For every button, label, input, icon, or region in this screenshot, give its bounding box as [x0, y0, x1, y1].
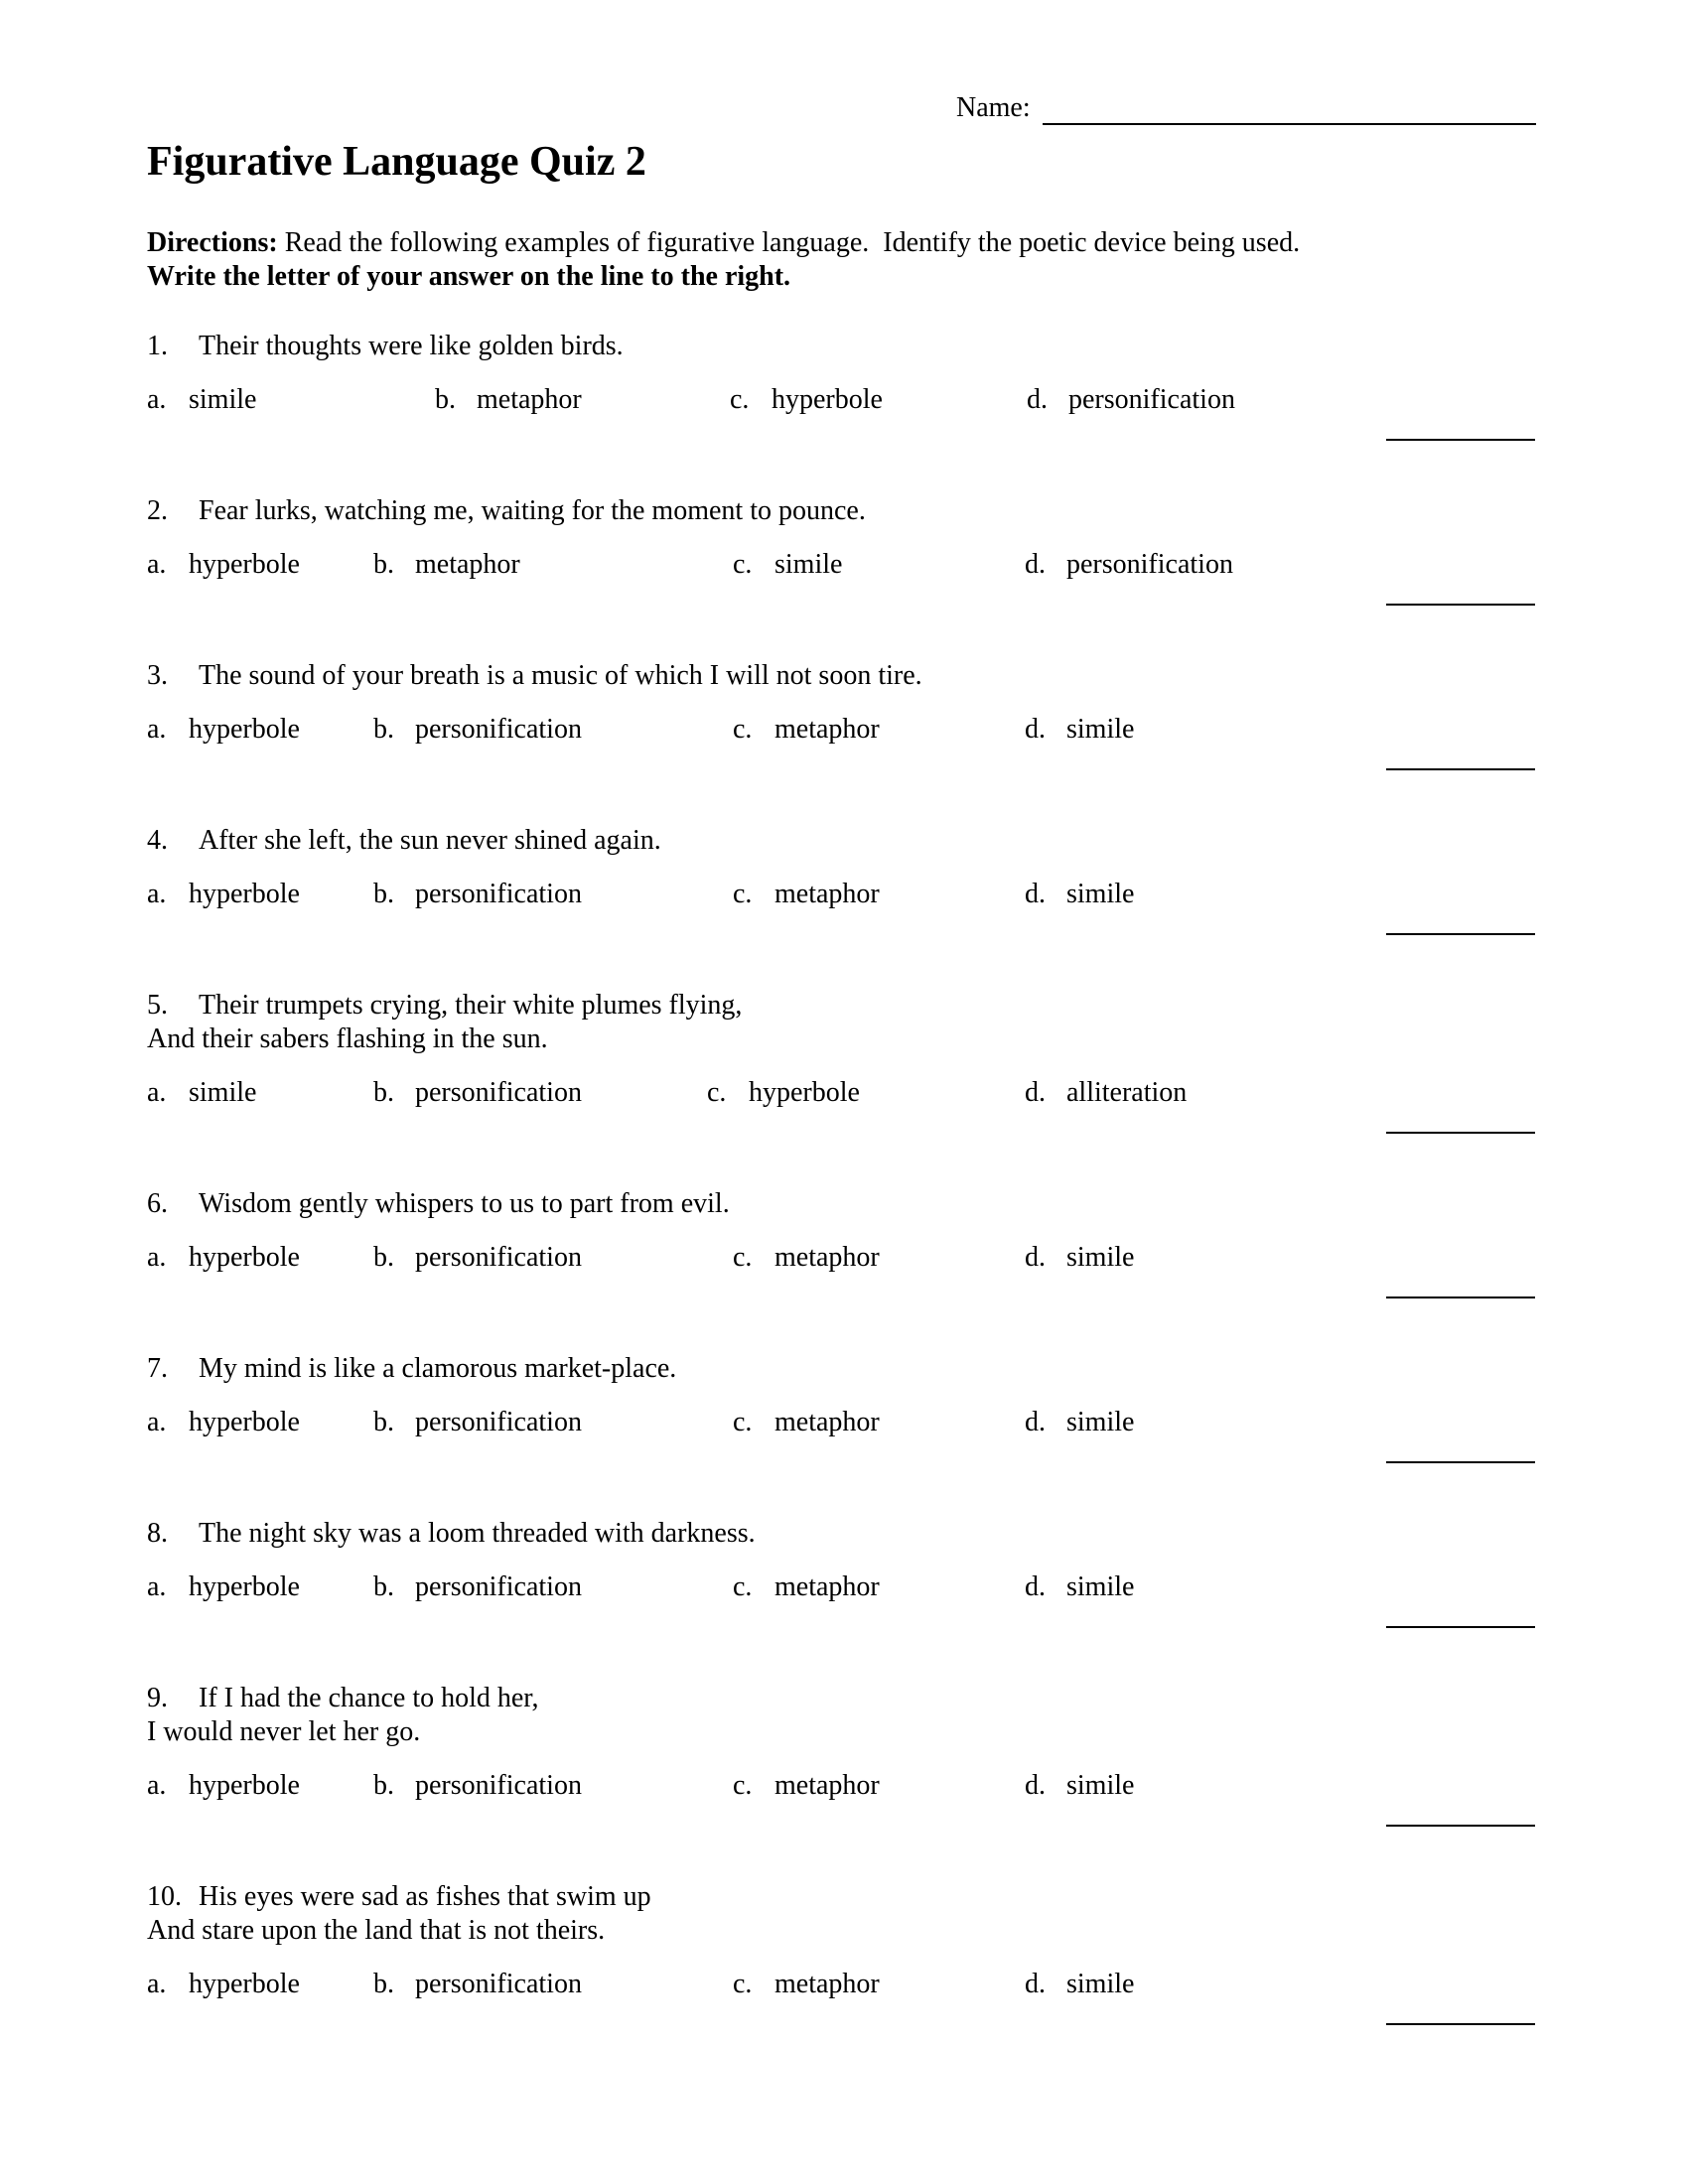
question-stem [147, 494, 1537, 528]
option-text: personification [415, 1242, 582, 1273]
option-text: personification [415, 1407, 582, 1437]
answer-option [1025, 548, 1537, 582]
answer-blank-line[interactable] [1386, 439, 1535, 441]
question-stem-line [147, 1914, 1537, 1948]
answer-blank-line[interactable] [1386, 1297, 1535, 1298]
question-options-row [147, 1570, 1537, 1604]
option-letter: c. [733, 714, 753, 745]
question-stem [147, 1352, 1537, 1386]
answer-option [147, 1570, 373, 1604]
option-letter: a. [147, 1571, 167, 1602]
option-letter: d. [1025, 1242, 1046, 1273]
answer-option [373, 713, 733, 747]
question-stem [147, 1517, 1537, 1551]
answer-blank-line[interactable] [1386, 1825, 1535, 1827]
option-text: personification [1068, 384, 1235, 415]
answer-option [733, 1406, 1025, 1439]
answer-option [730, 383, 1027, 417]
question-stem-line [147, 494, 1537, 528]
option-letter: a. [147, 384, 167, 415]
question-stem-text: If I had the chance to hold her, [199, 1683, 539, 1713]
answer-option [147, 383, 435, 417]
option-text: simile [189, 1077, 257, 1108]
questions [147, 330, 1537, 2001]
question-number: 6. [147, 1188, 168, 1219]
answer-option [435, 383, 730, 417]
question-number: 9. [147, 1683, 168, 1713]
answer-option [1027, 383, 1537, 417]
question-block [147, 824, 1537, 911]
question-stem [147, 330, 1537, 363]
answer-option [147, 713, 373, 747]
option-text: hyperbole [772, 384, 883, 415]
option-letter: b. [373, 1571, 394, 1602]
question-block [147, 330, 1537, 417]
question-number: 10. [147, 1881, 182, 1912]
question-stem-text: And their sabers flashing in the sun. [147, 1024, 548, 1054]
option-text: simile [1066, 1571, 1135, 1602]
option-letter: a. [147, 1770, 167, 1801]
option-letter: d. [1025, 1407, 1046, 1437]
answer-blank-line[interactable] [1386, 1626, 1535, 1628]
question-block [147, 1352, 1537, 1439]
question-stem-line [147, 1023, 1537, 1056]
answer-blank-line[interactable] [1386, 1461, 1535, 1463]
option-text: simile [1066, 1770, 1135, 1801]
answer-option [147, 878, 373, 911]
answer-option [733, 878, 1025, 911]
option-text: personification [1066, 549, 1233, 580]
option-letter: a. [147, 549, 167, 580]
answer-option [733, 1968, 1025, 2001]
answer-blank-line[interactable] [1386, 2023, 1535, 2025]
question-options-row [147, 878, 1537, 911]
question-stem [147, 659, 1537, 693]
question-options-row [147, 1769, 1537, 1803]
question-block [147, 659, 1537, 747]
option-text: simile [1066, 1969, 1135, 1999]
question-stem-text: And stare upon the land that is not theirs. [147, 1915, 606, 1946]
option-letter: c. [707, 1077, 727, 1108]
option-text: hyperbole [189, 549, 300, 580]
question-stem-text: My mind is like a clamorous market-place. [199, 1353, 677, 1384]
question-number: 8. [147, 1518, 168, 1549]
option-letter: b. [373, 1242, 394, 1273]
question-block [147, 989, 1537, 1110]
option-letter: d. [1025, 879, 1046, 909]
option-letter: b. [373, 879, 394, 909]
option-text: simile [1066, 1242, 1135, 1273]
option-text: hyperbole [749, 1077, 860, 1108]
question-block [147, 494, 1537, 582]
question-stem [147, 989, 1537, 1056]
option-letter: c. [733, 549, 753, 580]
option-letter: b. [435, 384, 456, 415]
option-letter: b. [373, 549, 394, 580]
question-stem [147, 824, 1537, 858]
option-text: hyperbole [189, 879, 300, 909]
option-letter: d. [1025, 714, 1046, 745]
option-text: hyperbole [189, 1770, 300, 1801]
option-text: simile [774, 549, 843, 580]
answer-blank-line[interactable] [1386, 1132, 1535, 1134]
worksheet-content [147, 137, 1537, 2079]
answer-option [1025, 1570, 1537, 1604]
answer-option [147, 1076, 373, 1110]
option-text: metaphor [774, 879, 880, 909]
answer-option [147, 1769, 373, 1803]
option-letter: c. [733, 1242, 753, 1273]
question-stem-line [147, 1682, 1537, 1715]
option-letter: d. [1025, 1969, 1046, 1999]
question-stem-text: Their trumpets crying, their white plumes flying, [199, 990, 743, 1021]
answer-option [1025, 1968, 1537, 2001]
question-options-row [147, 1968, 1537, 2001]
answer-option [707, 1076, 1025, 1110]
answer-option [373, 1769, 733, 1803]
directions-body: Read the following examples of figurative language. Identify the poetic device being used. [277, 227, 1301, 258]
answer-option [1025, 713, 1537, 747]
option-text: metaphor [415, 549, 520, 580]
option-text: metaphor [774, 1242, 880, 1273]
answer-option [1025, 1769, 1537, 1803]
question-block [147, 1517, 1537, 1604]
question-stem [147, 1880, 1537, 1948]
answer-blank-line[interactable] [1386, 933, 1535, 935]
answer-option [373, 1570, 733, 1604]
question-block [147, 1187, 1537, 1275]
option-letter: c. [730, 384, 750, 415]
option-letter: c. [733, 1770, 753, 1801]
answer-option [373, 1406, 733, 1439]
question-stem-text: Their thoughts were like golden birds. [199, 331, 624, 361]
question-stem-text: After she left, the sun never shined again. [199, 825, 661, 856]
option-text: simile [1066, 879, 1135, 909]
answer-option [373, 1076, 707, 1110]
answer-option [733, 1241, 1025, 1275]
question-options-row [147, 1076, 1537, 1110]
option-text: hyperbole [189, 1242, 300, 1273]
question-block [147, 1682, 1537, 1803]
option-text: personification [415, 879, 582, 909]
option-text: simile [1066, 714, 1135, 745]
answer-option [733, 713, 1025, 747]
answer-option [373, 548, 733, 582]
answer-blank-line[interactable] [1386, 604, 1535, 606]
option-letter: a. [147, 1077, 167, 1108]
question-options-row [147, 1406, 1537, 1439]
option-letter: d. [1025, 1770, 1046, 1801]
directions-line-1 [147, 226, 1537, 260]
question-stem-line [147, 1187, 1537, 1221]
question-stem-text: The sound of your breath is a music of which I will not soon tire. [199, 660, 922, 691]
option-letter: a. [147, 1969, 167, 1999]
option-letter: d. [1025, 1571, 1046, 1602]
option-text: metaphor [477, 384, 582, 415]
option-text: hyperbole [189, 1969, 300, 1999]
question-number: 5. [147, 990, 168, 1021]
option-letter: d. [1027, 384, 1048, 415]
question-number: 1. [147, 331, 168, 361]
option-letter: d. [1025, 549, 1046, 580]
question-stem-line [147, 1352, 1537, 1386]
option-text: personification [415, 714, 582, 745]
option-text: metaphor [774, 1407, 880, 1437]
option-text: personification [415, 1571, 582, 1602]
question-stem-line [147, 989, 1537, 1023]
option-letter: c. [733, 879, 753, 909]
answer-option [373, 1241, 733, 1275]
question-stem-text: I would never let her go. [147, 1716, 421, 1747]
answer-option [373, 878, 733, 911]
option-letter: c. [733, 1969, 753, 1999]
question-options-row [147, 713, 1537, 747]
option-letter: a. [147, 714, 167, 745]
question-stem-line [147, 1517, 1537, 1551]
option-text: personification [415, 1077, 582, 1108]
answer-option [147, 548, 373, 582]
page-title: Figurative Language Quiz 2 [147, 139, 646, 185]
question-options-row [147, 1241, 1537, 1275]
answer-option [147, 1968, 373, 2001]
option-text: metaphor [774, 714, 880, 745]
question-stem-text: The night sky was a loom threaded with darkness. [199, 1518, 756, 1549]
question-stem-text: Fear lurks, watching me, waiting for the moment to pounce. [199, 495, 866, 526]
answer-option [733, 1570, 1025, 1604]
option-text: metaphor [774, 1571, 880, 1602]
option-text: hyperbole [189, 714, 300, 745]
option-text: metaphor [774, 1770, 880, 1801]
answer-blank-line[interactable] [1386, 768, 1535, 770]
question-stem-line [147, 1715, 1537, 1749]
option-text: personification [415, 1969, 582, 1999]
option-letter: c. [733, 1571, 753, 1602]
directions [147, 226, 1537, 294]
question-stem-line [147, 659, 1537, 693]
question-options-row [147, 383, 1537, 417]
question-stem-text: His eyes were sad as fishes that swim up [199, 1881, 651, 1912]
option-text: hyperbole [189, 1571, 300, 1602]
question-stem-text: Wisdom gently whispers to us to part from evil. [199, 1188, 730, 1219]
option-letter: d. [1025, 1077, 1046, 1108]
option-letter: c. [733, 1407, 753, 1437]
name-label: Name: [956, 92, 1031, 123]
question-block [147, 1880, 1537, 2001]
question-number: 7. [147, 1353, 168, 1384]
answer-option [147, 1241, 373, 1275]
option-text: metaphor [774, 1969, 880, 1999]
question-options-row [147, 548, 1537, 582]
question-stem-line [147, 1880, 1537, 1914]
answer-option [733, 548, 1025, 582]
option-text: hyperbole [189, 1407, 300, 1437]
name-blank-line[interactable] [1043, 93, 1536, 125]
answer-option [1025, 1076, 1537, 1110]
option-letter: a. [147, 1242, 167, 1273]
option-text: personification [415, 1770, 582, 1801]
answer-option [1025, 878, 1537, 911]
option-letter: b. [373, 714, 394, 745]
question-number: 3. [147, 660, 168, 691]
option-letter: a. [147, 879, 167, 909]
option-letter: a. [147, 1407, 167, 1437]
question-stem-line [147, 330, 1537, 363]
question-number: 4. [147, 825, 168, 856]
directions-line-2: Write the letter of your answer on the line to the right. [147, 261, 791, 292]
option-text: simile [1066, 1407, 1135, 1437]
question-stem [147, 1187, 1537, 1221]
option-letter: b. [373, 1969, 394, 1999]
option-letter: b. [373, 1077, 394, 1108]
option-letter: b. [373, 1407, 394, 1437]
directions-lead: Directions: [147, 227, 278, 258]
answer-option [373, 1968, 733, 2001]
answer-option [1025, 1241, 1537, 1275]
question-number: 2. [147, 495, 168, 526]
answer-option [733, 1769, 1025, 1803]
option-letter: b. [373, 1770, 394, 1801]
option-text: simile [189, 384, 257, 415]
answer-option [1025, 1406, 1537, 1439]
answer-option [147, 1406, 373, 1439]
question-stem [147, 1682, 1537, 1749]
option-text: alliteration [1066, 1077, 1188, 1108]
name-row [956, 91, 1536, 125]
question-stem-line [147, 824, 1537, 858]
